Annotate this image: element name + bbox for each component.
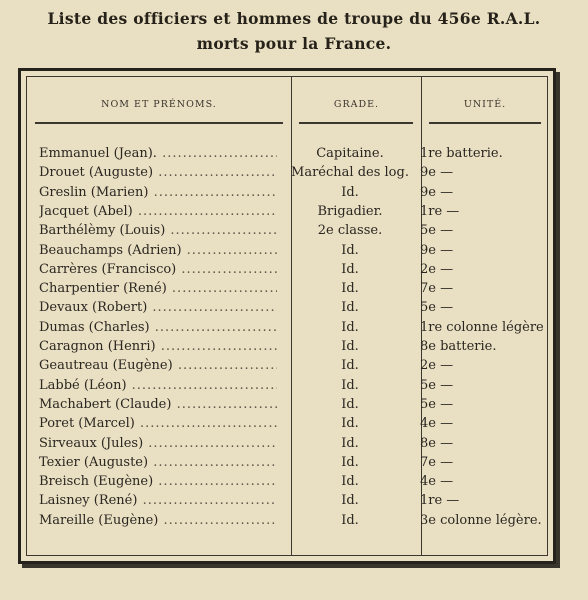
cell-name: Laisney (René) ..... [39,491,277,510]
table [26,76,548,556]
cell-grade: Id. [341,261,359,277]
cell-unit: 4e — [420,474,454,490]
table-row [27,144,547,163]
cell-unit: 2e — [420,261,454,277]
table-row [27,376,547,395]
table-row [27,414,547,433]
cell-name: Jacquet (Abel) ..... [39,202,277,221]
cell-name: Greslin (Marien) ..... [39,183,277,202]
table-row [27,511,547,530]
table-row [27,356,547,375]
cell-grade: Id. [341,319,359,335]
cell-unit: 5e — [420,377,454,393]
cell-unit: 4e — [420,416,454,432]
cell-grade: Id. [341,416,359,432]
table-row [27,472,547,491]
table-row [27,202,547,221]
table-row [27,434,547,453]
page-title-line1: Liste des officiers et hommes de troupe du 456e R.A.L. [47,9,541,28]
cell-name: Beauchamps (Adrien) ..... [39,241,277,260]
table-row [27,163,547,182]
table-row [27,279,547,298]
cell-grade: Id. [341,242,359,258]
table-row [27,221,547,240]
cell-unit: 8e batterie. [420,339,497,354]
cell-grade: Id. [341,184,359,200]
cell-name: Geautreau (Eugène) ..... [39,356,277,375]
table-row [27,260,547,279]
header-name: NOM ET PRÉNOMS. [101,99,217,110]
cell-name: Charpentier (René) ..... [39,279,277,298]
cell-name: Texier (Auguste) ..... [39,453,277,472]
cell-name: Machabert (Claude) ..... [39,395,277,414]
cell-grade: Id. [341,474,359,490]
cell-name: Labbé (Léon) ..... [39,376,277,395]
cell-grade: Id. [341,435,359,451]
cell-name: Emmanuel (Jean). ..... [39,144,277,163]
cell-unit: 7e — [420,454,454,470]
cell-name: Breisch (Eugène) ..... [39,472,277,491]
cell-grade: Id. [341,358,359,374]
cell-unit: 9e — [420,184,454,200]
header-rule [299,122,413,124]
cell-grade: Brigadier. [317,203,383,219]
cell-name: Caragnon (Henri) ..... [39,337,277,356]
cell-unit: 8e — [420,435,454,451]
cell-unit: 2e — [420,358,454,374]
page-title-line2: morts pour la France. [196,34,392,53]
cell-name: Poret (Marcel) ..... [39,414,277,433]
cell-name: Carrères (Francisco) ..... [39,260,277,279]
cell-unit: 7e — [420,281,454,297]
table-row [27,298,547,317]
cell-name: Sirveaux (Jules) ..... [39,434,277,453]
header-rule [429,122,541,124]
cell-grade: Id. [341,281,359,297]
cell-grade: Id. [341,377,359,393]
cell-unit: 9e — [420,242,454,258]
cell-unit: 9e — [420,165,454,181]
cell-unit: 1re — [420,203,460,219]
table-row [27,318,547,337]
table-row [27,183,547,202]
header-grade: GRADE. [333,99,380,110]
cell-unit: 1re — [420,493,460,509]
table-row [27,337,547,356]
cell-grade: Id. [341,396,359,412]
cell-grade: Capitaine. [316,146,384,161]
cell-unit: 3e colonne légère. [420,512,542,528]
cell-grade: Id. [341,454,359,470]
cell-name: Dumas (Charles) ..... [39,318,277,337]
cell-grade: Id. [341,339,359,354]
table-row [27,453,547,472]
cell-unit: 5e — [420,396,454,412]
cell-name: Mareille (Eugène) ..... [39,511,277,530]
cell-grade: Maréchal des log. [291,165,409,181]
header-rule [35,122,283,124]
cell-name: Barthélèmy (Louis) ..... [39,221,277,240]
header-unit: UNITÉ. [463,99,507,110]
table-row [27,395,547,414]
cell-unit: 1re batterie. [420,146,503,161]
cell-name: Drouet (Auguste) ..... [39,163,277,182]
cell-grade: 2e classe. [317,223,383,239]
cell-unit: 1re colonne légère [420,319,544,335]
table-frame [18,68,556,564]
table-row [27,491,547,510]
cell-unit: 5e — [420,300,454,316]
cell-grade: Id. [341,300,359,316]
cell-grade: Id. [341,512,359,528]
cell-unit: 5e — [420,223,454,239]
cell-grade: Id. [341,493,359,509]
table-row [27,241,547,260]
cell-name: Devaux (Robert) ..... [39,298,277,317]
